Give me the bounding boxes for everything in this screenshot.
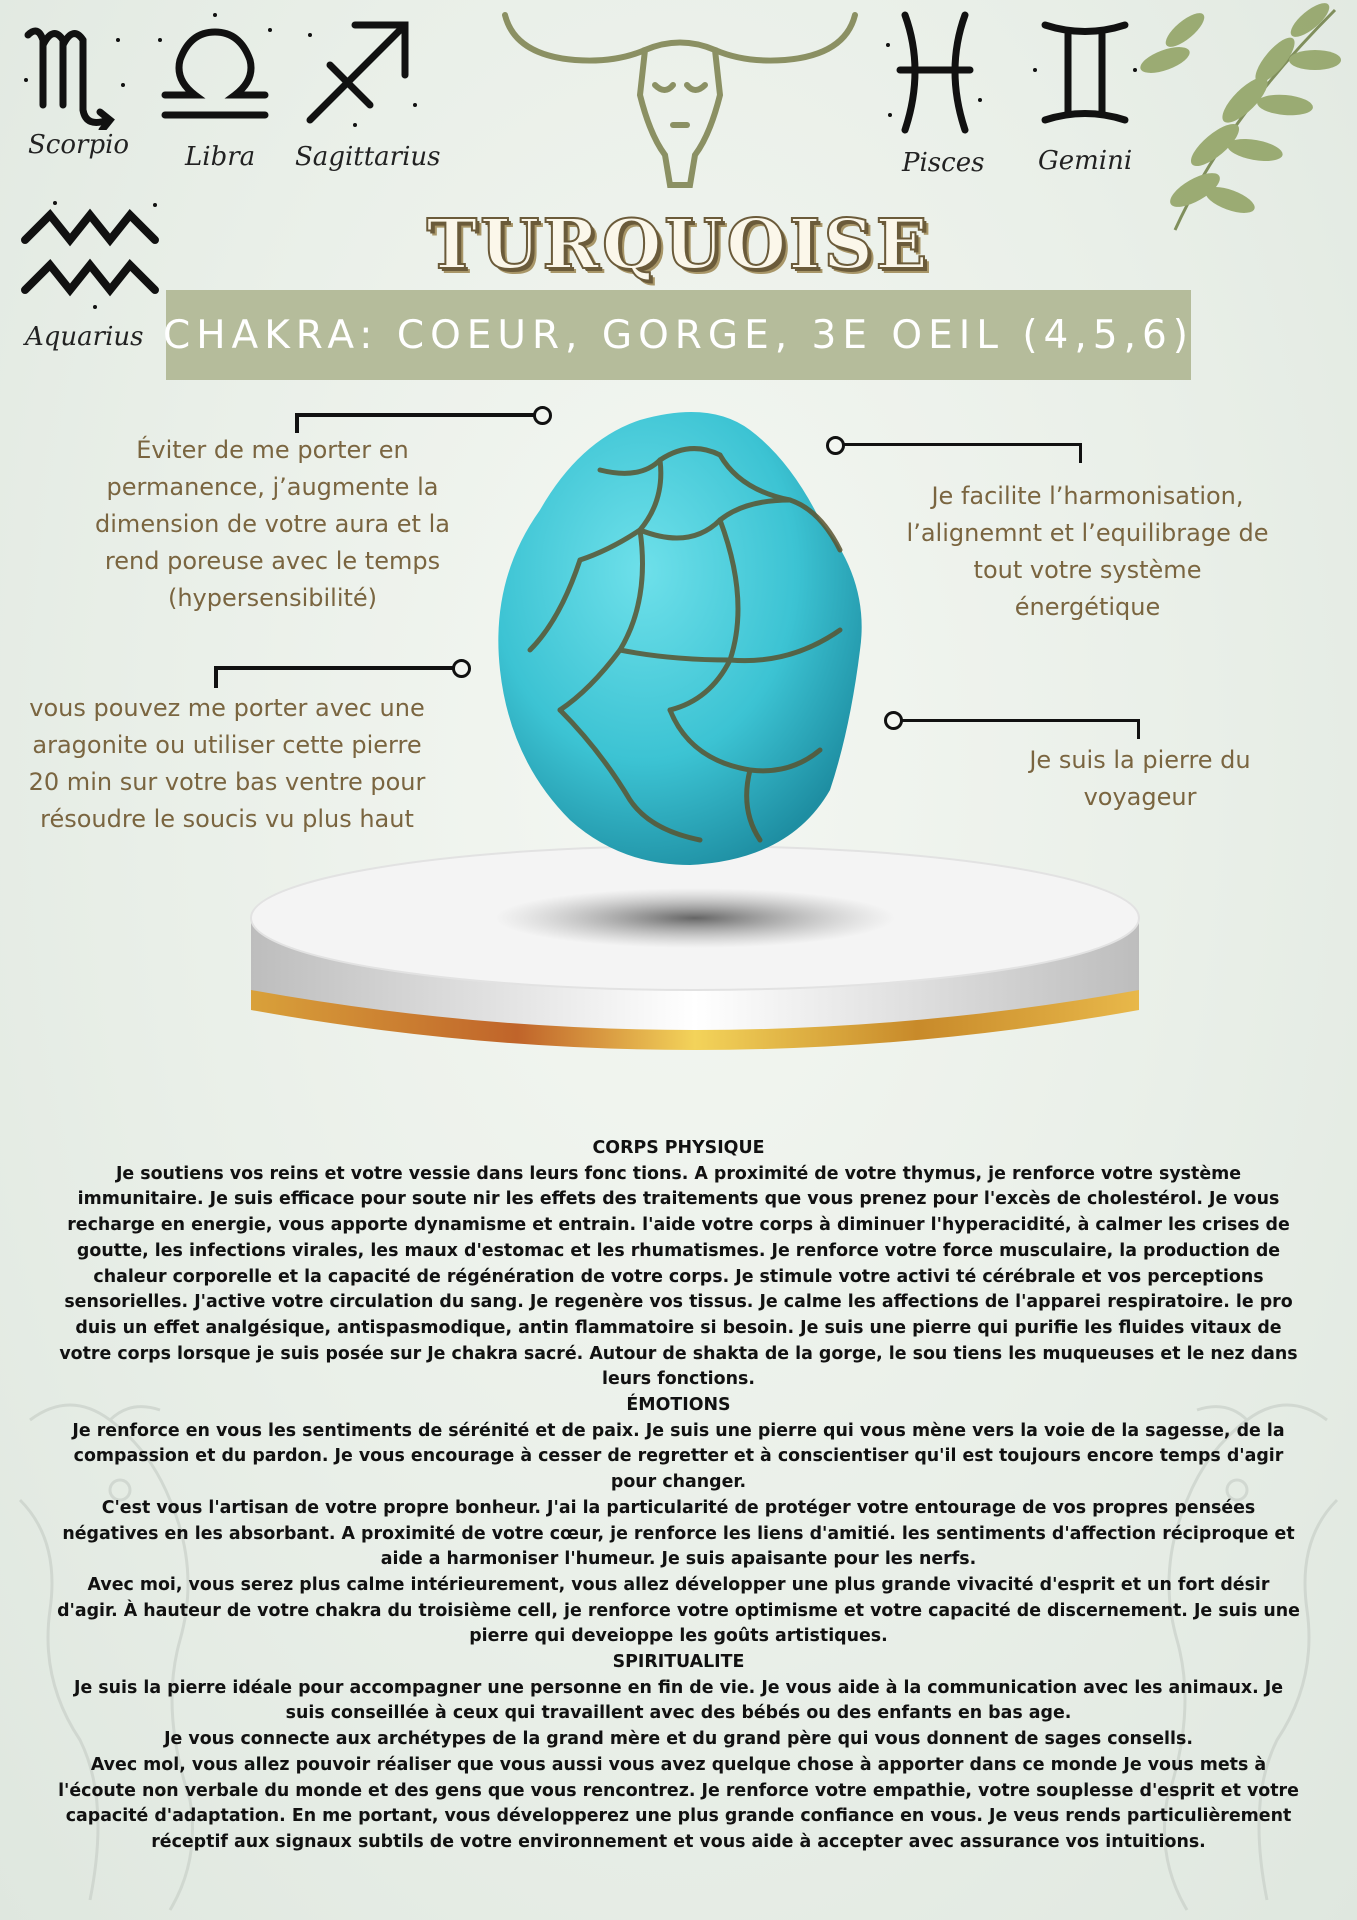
section-text-spirituality-2: Je vous connecte aux archétypes de la grand mère et du grand père qui vous donnent de sages consells.: [164, 1729, 1193, 1750]
callout-line-top-left-v: [295, 413, 299, 433]
libra-label: Libra: [185, 142, 256, 172]
callout-top-left: Éviter de me porter en permanence, j’augmente la dimension de votre aura et la rend poreuse avec le temps (hypersensibilité): [95, 436, 450, 612]
scorpio-label: Scorpio: [28, 130, 130, 160]
section-heading-physique: CORPS PHYSIQUE: [592, 1138, 765, 1158]
leaves-decoration: [1135, 0, 1357, 240]
page-title: TURQUOISE: [426, 205, 931, 285]
turquoise-stone-image: [490, 400, 875, 870]
section-text-emotions-1: Je renforce en vous les sentiments de sérénité et de paix. Je suis une pierre qui vous mène vers la voie de la sagesse, de la compassion et du pardon. Je vous encourage à cesser de regretter et à conscientiser qu'il est toujours encore temps d'agir pour changer.: [72, 1420, 1285, 1493]
callout-line-bottom-right-h: [898, 719, 1140, 722]
chakra-banner: [162, 290, 1195, 380]
section-text-spirituality-3: Avec mol, vous allez pouvoir réaliser que vous aussi vous avez quelque chose à apporter dans ce monde Je vous mets à l'écoute non verbale du monde et des gens que vous rencontrez. Je renforce votre empathie, votre souplesse d'esprit et votre capacité d'adaptation. En me portant, vous développerez une plus grande confiance en vous. Je veus rends particulièrement réceptif aux signaux subtils de votre environnement et vous aide à accepter avec assurance vos intuitions.: [58, 1754, 1299, 1852]
callout-bottom-left: vous pouvez me porter avec une aragonite ou utiliser cette pierre 20 min sur votre bas ventre pour résoudre le soucis vu plus haut: [28, 694, 426, 833]
callout-top-right: Je facilite l’harmonisation, l’alignemnt et l’equilibrage de tout votre système énergétique: [906, 482, 1269, 621]
sagittarius-label: Sagittarius: [295, 142, 441, 172]
section-heading-emotions: ÉMOTIONS: [626, 1395, 731, 1416]
pisces-icon: [880, 5, 990, 135]
bull-skull-icon: [495, 5, 865, 195]
description-text: [55, 1136, 1302, 1856]
sagittarius-icon: [295, 5, 425, 135]
pisces-label: Pisces: [902, 148, 985, 178]
section-heading-spirituality: SPIRITUALITE: [612, 1652, 745, 1673]
callout-line-bottom-left-v: [214, 666, 218, 688]
callout-line-top-right-v: [1079, 443, 1082, 463]
callout-dot-bottom-left: [452, 659, 471, 678]
chakra-text: CHAKRA: COEUR, GORGE, 3E OEIL (4,5,6): [162, 312, 1195, 358]
display-pedestal: [245, 840, 1145, 1090]
section-text-spirituality-1: Je suis la pierre idéale pour accompagner une personne en fin de vie. Je vous aide à la communication avec les animaux. Je suis conseillée à ceux qui travaillent avec des bébés ou des enfants en bas age.: [73, 1677, 1284, 1724]
section-text-emotions-3: Avec moi, vous serez plus calme intérieurement, vous allez développer une plus grande vivacité d'esprit et un fort désir d'agir. À hauteur de votre chakra du troisième cell, je renforce votre optimisme et votre capacité de discernement. Je suis une pierre qui deveioppe les goûts artistiques.: [57, 1574, 1300, 1647]
gemini-label: Gemini: [1038, 146, 1133, 176]
callout-dot-bottom-right: [884, 711, 903, 730]
callout-bottom-right: Je suis la pierre du voyageur: [1029, 746, 1251, 811]
gemini-icon: [1030, 10, 1140, 135]
section-text-emotions-2: C'est vous l'artisan de votre propre bonheur. J'ai la particularité de protéger votre entourage de vos propres pensées négatives en les absorbant. A proximité de votre cœur, je renforce les liens d'amitié. les sentiments d'affection réciproque et aide a harmoniser l'humeur. Je suis apaisante pour les nerfs.: [62, 1497, 1295, 1570]
scorpio-icon: [18, 10, 138, 130]
callout-line-bottom-right-v: [1137, 719, 1140, 739]
aquarius-label: Aquarius: [25, 322, 144, 352]
libra-icon: [150, 10, 280, 130]
callout-line-bottom-left-h: [214, 666, 454, 670]
section-text-physique: Je soutiens vos reins et votre vessie dans leurs fonc tions. A proximité de votre thymus, je renforce votre système immunitaire. Je suis efficace pour soute nir les effets des traitements que vous prenez pour l'excès de cholestérol. Je vous recharge en energie, vous apporte dynamisme et entrain. l'aide votre corps à diminuer l'hyperacidité, à calmer les crises de goutte, les infections virales, les maux d'estomac et les rhumatismes. Je renforce votre force musculaire, la production de chaleur corporelle et la capacité de régénération de votre corps. Je stimule votre activi té cérébrale et vos perceptions sensorielles. J'active votre circulation du sang. Je regenère vos tissus. Je calme les affections de l'apparei respiratoire. le pro duis un effet analgésique, antispasmodique, antin flammatoire si besoin. Je suis une pierre qui purifie les fluides vitaux de votre corps lorsque je suis posée sur Je chakra sacré. Autour de shakta de la gorge, le sou tiens les muqueuses et le nez dans leurs fonctions.: [59, 1163, 1298, 1390]
